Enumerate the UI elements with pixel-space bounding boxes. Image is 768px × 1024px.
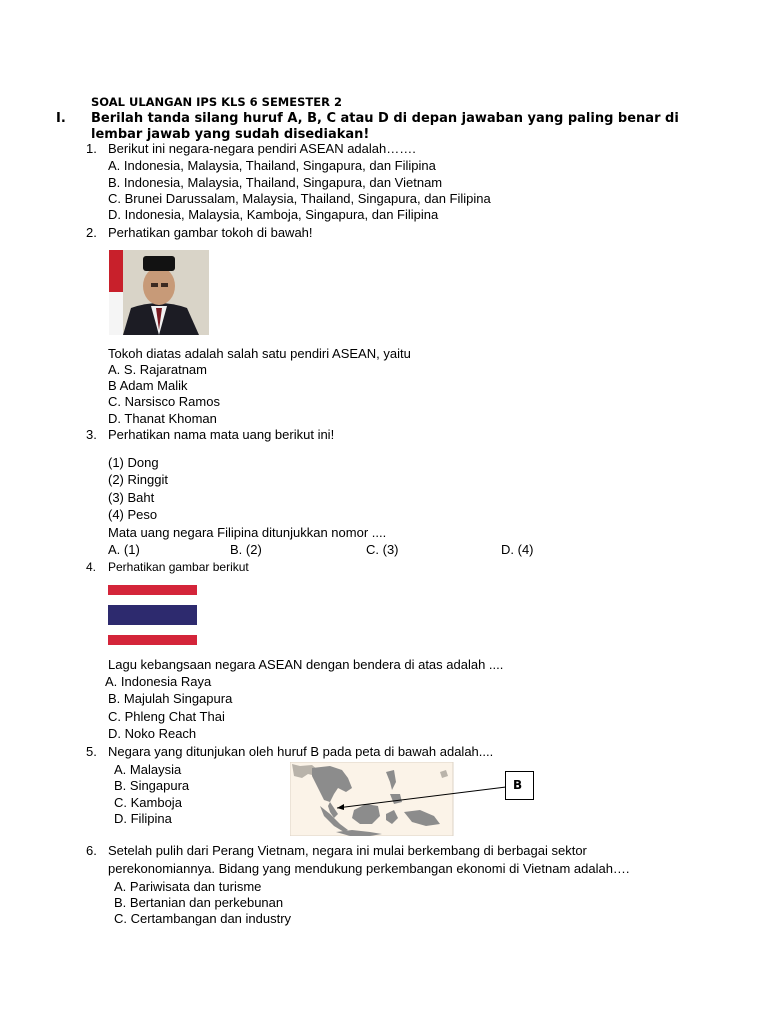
option: B. Singapura — [114, 778, 190, 793]
flag-stripe-white-top — [108, 595, 197, 605]
question-number: 2. — [86, 225, 97, 240]
option: A. S. Rajaratnam — [108, 362, 207, 377]
instruction-line-2: lembar jawab yang sudah disediakan! — [91, 127, 370, 142]
option: C. Narsisco Ramos — [108, 394, 220, 409]
page-title: SOAL ULANGAN IPS KLS 6 SEMESTER 2 — [91, 95, 342, 109]
option: A. Pariwisata dan turisme — [114, 879, 262, 894]
question-stem: Tokoh diatas adalah salah satu pendiri ASEAN, yaitu — [108, 346, 411, 361]
list-item: (3) Baht — [108, 490, 155, 505]
question-text: Negara yang ditunjukan oleh huruf B pada peta di bawah adalah.... — [108, 744, 494, 759]
southeast-asia-map — [290, 762, 536, 836]
question-number: 3. — [86, 427, 97, 442]
list-item: (1) Dong — [108, 455, 159, 470]
list-item: (2) Ringgit — [108, 472, 168, 487]
option: D. Indonesia, Malaysia, Kamboja, Singapura, dan Filipina — [108, 207, 439, 222]
option: B. (2) — [230, 542, 262, 557]
instruction-line-1: Berilah tanda silang huruf A, B, C atau D di depan jawaban yang paling benar di — [91, 111, 679, 126]
question-number: 4. — [86, 560, 97, 574]
question-text-line-2: perekonomiannya. Bidang yang mendukung perkembangan ekonomi di Vietnam adalah…. — [108, 861, 630, 876]
question-text: Perhatikan nama mata uang berikut ini! — [108, 427, 335, 442]
flag-stripe-white-bottom — [108, 625, 197, 635]
option: B Adam Malik — [108, 378, 188, 393]
thailand-flag — [108, 585, 197, 645]
section-number: I. — [56, 111, 66, 126]
question-text: Berikut ini negara-negara pendiri ASEAN adalah……. — [108, 141, 416, 156]
option: B. Bertanian dan perkebunan — [114, 895, 284, 910]
portrait-photo — [109, 250, 209, 335]
option: A. (1) — [108, 542, 140, 557]
question-number: 1. — [86, 141, 97, 156]
flag-stripe-blue — [108, 605, 197, 625]
option: D. Noko Reach — [108, 726, 197, 741]
flag-stripe-red-top — [108, 585, 197, 595]
question-stem: Mata uang negara Filipina ditunjukkan nomor .... — [108, 525, 387, 540]
option: D. Thanat Khoman — [108, 411, 217, 426]
question-text-line-1: Setelah pulih dari Perang Vietnam, negara ini mulai berkembang di berbagai sektor — [108, 843, 587, 858]
option: A. Indonesia Raya — [105, 674, 212, 689]
option: C. Brunei Darussalam, Malaysia, Thailand, Singapura, dan Filipina — [108, 191, 491, 206]
question-number: 5. — [86, 744, 97, 759]
option: C. Phleng Chat Thai — [108, 709, 225, 724]
option: C. (3) — [366, 542, 399, 557]
flag-stripe-red-bottom — [108, 635, 197, 645]
option: D. (4) — [501, 542, 534, 557]
question-number: 6. — [86, 843, 97, 858]
option: A. Malaysia — [114, 762, 182, 777]
option: C. Certambangan dan industry — [114, 911, 292, 926]
list-item: (4) Peso — [108, 507, 158, 522]
question-text: Perhatikan gambar berikut — [108, 560, 249, 574]
option: D. Filipina — [114, 811, 172, 826]
option: B. Indonesia, Malaysia, Thailand, Singapura, dan Vietnam — [108, 175, 443, 190]
option: C. Kamboja — [114, 795, 182, 810]
map-label: B — [513, 778, 523, 792]
question-stem: Lagu kebangsaan negara ASEAN dengan bendera di atas adalah .... — [108, 657, 504, 672]
option: A. Indonesia, Malaysia, Thailand, Singapura, dan Filipina — [108, 158, 436, 173]
question-text: Perhatikan gambar tokoh di bawah! — [108, 225, 313, 240]
option: B. Majulah Singapura — [108, 691, 233, 706]
